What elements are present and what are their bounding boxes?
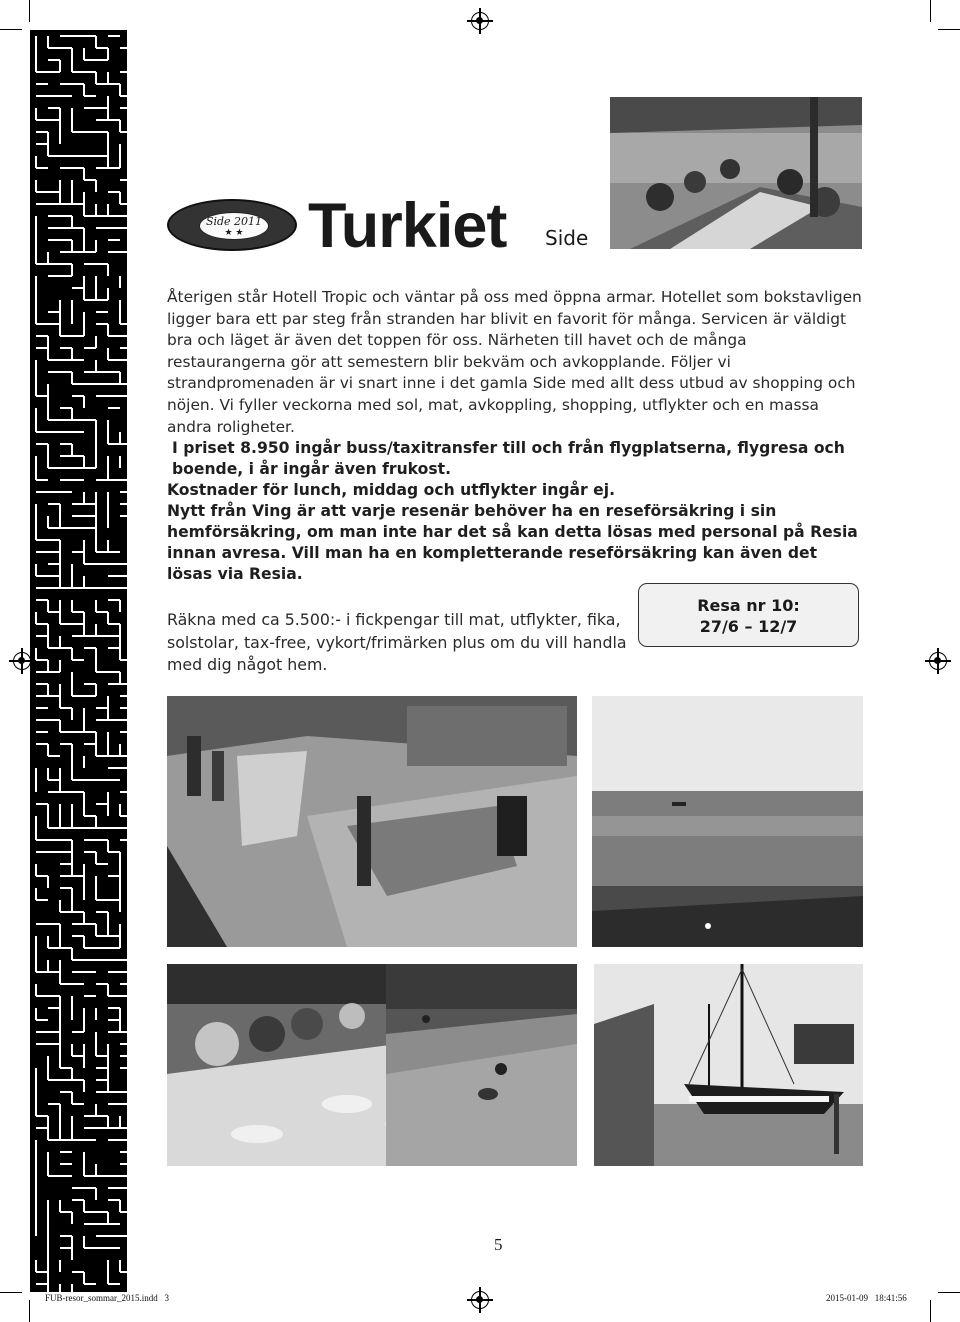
side-2011-logo (167, 199, 297, 251)
price-excluded-text: Kostnader för lunch, middag och utflykter ingår ej. (167, 481, 616, 499)
crop-mark (938, 1292, 960, 1293)
intro-paragraph: Återigen står Hotell Tropic och väntar på oss med öppna armar. Hotellet som bokstavligen ligger bara ett par steg från stranden har blivit en favorit för många. Servicen är väldigt bra och läget är även det toppen för oss. Närheten till havet och de många restaurangerna gör att semestern blir bekväm och avkopplande. Följer vi strandpromenaden är vi snart inne i det gamla Side med allt dess utbud av shopping och nöjen. Vi fyller veckorna med sol, mat, avkoppling, shopping, utflykter och en massa andra roligheter. (167, 288, 862, 436)
trip-dates: 27/6 – 12/7 (699, 617, 798, 636)
registration-mark-icon (929, 652, 947, 670)
crop-mark (0, 29, 22, 30)
trip-label: Resa nr 10: (697, 596, 800, 615)
registration-mark-icon (13, 652, 31, 670)
file-name: FUB-resor_sommar_2015.indd 3 (45, 1293, 169, 1303)
logo-text: Side 2011 (205, 215, 263, 228)
page-subtitle: Side (545, 226, 589, 250)
crop-mark (29, 0, 30, 22)
price-info (167, 438, 867, 585)
registration-mark-icon (471, 1291, 489, 1309)
photo-group-dinner (610, 97, 862, 249)
photo-pool (386, 964, 577, 1166)
page-number: 5 (494, 1235, 503, 1254)
photo-street-restaurant (167, 696, 577, 947)
page-title: Turkiet (308, 191, 507, 261)
logo-stars-icon: ★ ★ (224, 228, 244, 238)
trip-info-box (638, 583, 859, 647)
pocket-money-text: Räkna med ca 5.500:- i fickpengar till mat, utflykter, fika, solstolar, tax-free, vykort/frimärken plus om du vill handla med dig något hem. (167, 610, 627, 674)
crop-mark (29, 1300, 30, 1322)
crop-mark (930, 0, 931, 22)
insurance-text: Nytt från Ving är att varje resenär behöver ha en reseförsäkring i sin hemförsäkring, om man inte har det så kan detta lösas med personal på Resia innan avresa. Vill man ha en kompletterande reseförsäkring kan även det lösas via Resia. (167, 502, 858, 583)
maze-border (30, 30, 127, 1292)
crop-mark (0, 1292, 22, 1293)
registration-mark-icon (471, 12, 489, 30)
crop-mark (930, 1300, 931, 1322)
price-included-text: I priset 8.950 ingår buss/taxitransfer till och från flygplatserna, flygresa och boende, i år ingår även frukost. (172, 439, 845, 478)
photo-sailing-boat (594, 964, 863, 1166)
photo-sea-sunset (592, 696, 863, 947)
timestamp: 2015-01-09 18:41:56 (826, 1293, 907, 1303)
crop-mark (938, 29, 960, 30)
